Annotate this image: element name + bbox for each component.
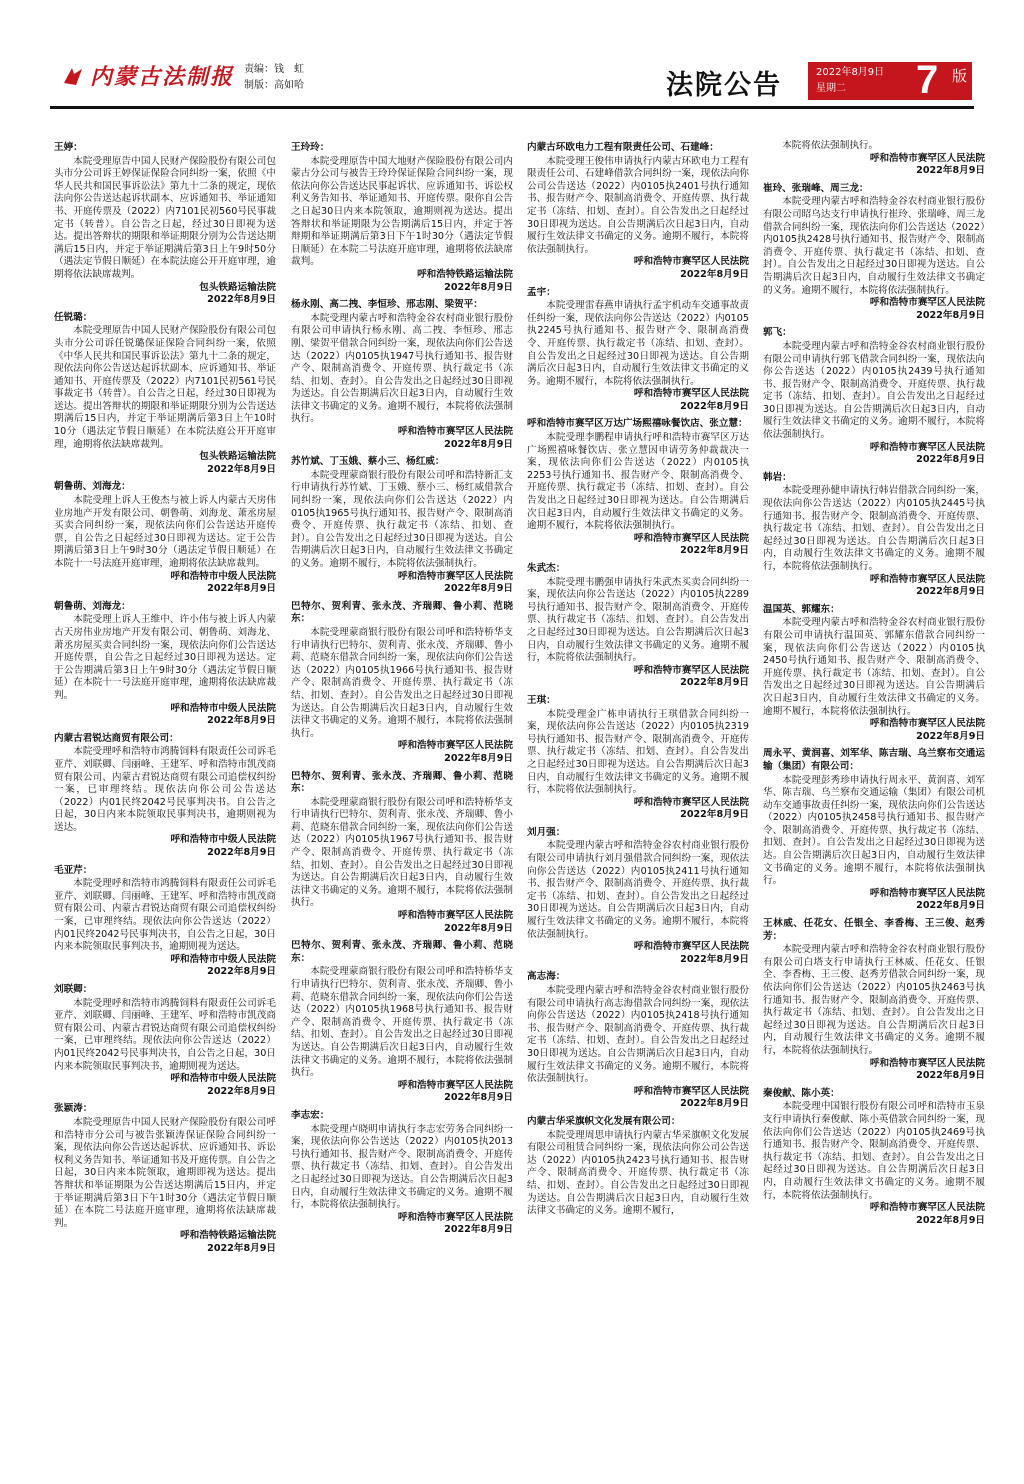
notice-date: 2022年8月9日 [207, 847, 276, 859]
notice-body: 本院受理李鹏程申请执行呼和浩特市赛罕区万达广场熙禧咏餐饮店、张立慧因申请劳务仲裁裁决一案，现依法向你们公告送达（2022）内0105执2253号执行通知书、报告财产令、限制高消费令、开庭传票、执行裁定书（冻结、扣划、查封）。自公告发出之日起经过30日即视为送达。自公告期满后次日起3日内，自动履行生效法律文书确定的义务。逾期不履行，本院将依法强制执行。 [527, 432, 749, 532]
notice-body: 本院受理原告中国人民财产保险股份有限公司包头市分公司诉任锐璐保证保险合同纠纷一案，依照《中华人民共和国民事诉讼法》第九十二条的规定，现依法向你公告送达起诉状副本、应诉通知书、举证通知书、开庭传票及（2022）内7101民初561号民事裁定书（转普）。自公告之日起，经过30日即视为送达。提出答辩状的期限和举证期限分别为公告送达期满后15日内，并定于举证期满后第3日上午10时10分（遇法定节假日顺延）在本院法庭公开开庭审理，逾期将依法缺席裁判。 [54, 325, 276, 450]
notice-addressee: 朝鲁萌、刘海龙： [54, 600, 131, 612]
notice-addressee: 王玲玲： [291, 142, 330, 153]
notice-addressee: 杨永刚、高二拽、李恒珍、邢志刚、梁贺平： [291, 299, 483, 311]
notice-body: 本院受理蒙商银行股份有限公司呼和浩特新汇支行申请执行苏竹斌、丁玉娥、蔡小三、杨红威借款合同纠纷一案，现依法向你们公告送达（2022）内0105执1965号执行通知书、报告财产令、限制高消费令、开庭传票、执行裁定书（冻结、扣划、查封）。自公告发出之日起经过30日即视为送达。自公告期满后次日起3日内，自动履行生效法律文书确定的义务。逾期不履行，本院将依法强制执行。 [291, 469, 513, 569]
notice-date: 2022年8月9日 [444, 1092, 513, 1104]
notice-court: 呼和浩特市赛罕区人民法院 [869, 887, 985, 899]
court-notice [291, 299, 513, 451]
court-notice [291, 456, 513, 596]
notice-addressee: 刘联卿： [54, 984, 93, 995]
court-notice [527, 563, 749, 690]
notice-addressee: 内蒙古君锐达商贸有限公司： [54, 732, 179, 744]
notice-date: 2022年8月9日 [916, 900, 985, 912]
notice-column-4 [763, 140, 985, 1474]
notice-date: 2022年8月9日 [444, 1224, 513, 1236]
court-notice [763, 748, 985, 913]
notice-date: 2022年8月9日 [444, 438, 513, 450]
notice-court: 包头铁路运输法院 [199, 451, 276, 463]
notice-date: 2022年8月9日 [207, 294, 276, 306]
notice-date: 2022年8月9日 [207, 1242, 276, 1254]
notice-body: 本院受理呼和浩特市鸿腾饲料有限责任公司诉毛亚芹、刘联卿、闫丽峰、王建军、呼和浩特市凯茂商贸有限公司、内蒙古君锐达商贸有限公司追偿权纠纷一案，已审理终结。现依法向你公告送达（2022）内01民终2042号民事判决书，自公告之日起，30日内来本院领取民事判决书，逾期则视为送达。 [54, 878, 276, 953]
court-notice [54, 312, 276, 477]
notice-court: 呼和浩特铁路运输法院 [180, 1230, 276, 1242]
notice-addressee: 刘月强： [527, 826, 566, 838]
notice-date: 2022年8月9日 [916, 454, 985, 466]
notice-court: 呼和浩特市中级人民法院 [170, 570, 276, 582]
notice-date: 2022年8月9日 [207, 966, 276, 978]
court-notice [54, 1103, 276, 1255]
issue-date: 2022年8月9日 [816, 67, 885, 78]
notice-addressee: 秦俊献、陈小英： [763, 1087, 840, 1099]
notice-date: 2022年8月9日 [916, 730, 985, 742]
notice-addressee: 孟宇： [527, 286, 556, 298]
court-notice [291, 771, 513, 936]
notice-body: 本院受理原告中国人民财产保险股份有限公司呼和浩特市分公司与被告张颖涛保证保险合同纠纷一案，现依法向你公告送达起诉状、应诉通知书、诉讼权利义务告知书、举证通知书及开庭传票。自公告之日起，30日内来本院领取，逾期即视为送达。提出答辩状和举证期限为公告送达期满后15日内，并定于举证期满后第3日下午1时30分（遇法定节假日顺延）在本院二号法庭开庭审理，逾期将依法缺席裁判。 [54, 1116, 276, 1229]
notice-addressee: 任锐璐： [54, 311, 93, 323]
notice-date: 2022年8月9日 [207, 463, 276, 475]
notice-addressee: 内蒙古环欧电力工程有限责任公司、石建峰： [527, 142, 719, 153]
issue-weekday: 星期二 [816, 83, 846, 94]
notice-body: 本院受理王俊伟申请执行内蒙古环欧电力工程有限责任公司、石建峰借款合同纠纷一案，现依法向你公司公告送达（2022）内0105执2401号执行通知书、报告财产令、限制高消费令、开庭传票、执行裁定书（冻结、扣划、查封）。自公告发出之日起经过30日即视为送达。自公告期满后次日起3日内，自动履行生效法律文书确定的义务。逾期不履行，本院将依法强制执行。 [527, 155, 749, 255]
newspaper-logo [62, 60, 235, 92]
notice-body: 本院将依法强制执行。 [782, 140, 879, 151]
notice-body: 本院受理蒙商银行股份有限公司呼和浩特桥华支行申请执行巴特尔、贺利青、张永茂、齐瑞卿、鲁小莉、范晓东借款合同纠纷一案，现依法向你们公告送达（2022）内0105执1967号执行通知书、报告财产令、限制高消费令、开庭传票、执行裁定书（冻结、扣划、查封）。自公告发出之日起经过30日即视为送达。自公告期满后次日起3日内，自动履行生效法律文书确定的义务。逾期不履行，本院将依法强制执行。 [291, 796, 513, 909]
notice-date: 2022年8月9日 [444, 752, 513, 764]
court-notice [763, 918, 985, 1083]
court-notice [763, 327, 985, 467]
notice-body: 本院受理内蒙古呼和浩特金谷农村商业银行股份有限公司白塔支行申请执行王林威、任花女、任银全、李香梅、王三俊、赵秀芳借款合同纠纷一案，现依法向你们公告送达（2022）内0105执2463号执行通知书、报告财产令、限制高消费令、开庭传票、执行裁定书（冻结、扣划、查封）。自公告发出之日起经过30日即视为送达。自公告期满后次日起3日内，自动履行生效法律文书确定的义务。逾期不履行，本院将依法强制执行。 [763, 944, 985, 1056]
header-rule [50, 106, 974, 109]
notice-body: 本院受理内蒙古呼和浩特金谷农村商业银行股份有限公司申请执行杨永刚、高二拽、李恒珍、邢志刚、梁贺平借款合同纠纷一案，现依法向你们公告送达（2022）内0105执1947号执行通知书、报告财产令、限制高消费令、开庭传票、执行裁定书（冻结、扣划、查封）。自公告发出之日起经过30日即视为送达。自公告期满后次日起3日内，自动履行生效法律文书确定的义务。逾期不履行，本院将依法强制执行。 [291, 312, 513, 425]
court-notice [54, 733, 276, 860]
court-notice [291, 1110, 513, 1237]
editor-line: 责编：钱 虹 [244, 64, 304, 75]
notice-court: 呼和浩特市赛罕区人民法院 [397, 910, 513, 922]
notice-addressee: 苏竹斌、丁玉娥、蔡小三、杨红威： [291, 456, 445, 468]
notice-court: 呼和浩特市赛罕区人民法院 [633, 532, 749, 544]
notice-addressee: 郭飞： [763, 327, 792, 339]
notice-court: 呼和浩特市赛罕区人民法院 [397, 1211, 513, 1223]
notice-date: 2022年8月9日 [916, 586, 985, 598]
court-notice [527, 827, 749, 967]
notice-body: 本院受理卢晓明申请执行李志宏劳务合同纠纷一案，现依法向你公告送达（2022）内0105执2013号执行通知书、报告财产令、限制高消费令、开庭传票、执行裁定书（冻结、扣划、查封）。自公告发出之日起经过30日即视为送达。自公告期满后次日起3日内，自动履行生效法律文书确定的义务。逾期不履行，本院将依法强制执行。 [291, 1123, 513, 1211]
page-unit: 版 [952, 67, 968, 85]
court-notice [527, 142, 749, 282]
notice-addressee: 高志海： [527, 971, 566, 983]
court-notice [54, 481, 276, 595]
notice-addressee: 周永平、黄润喜、刘军华、陈吉瑞、乌兰察布交通运输（集团）有限公司： [763, 748, 985, 772]
notice-addressee: 王琪： [527, 694, 556, 706]
notice-addressee: 李志宏： [291, 1109, 330, 1121]
notice-court: 呼和浩特市赛罕区人民法院 [633, 796, 749, 808]
logo-mark-icon [62, 65, 84, 87]
notice-addressee: 朱武杰： [527, 563, 566, 574]
notice-date: 2022年8月9日 [207, 583, 276, 595]
notice-body: 本院受理内蒙古呼和浩特金谷农村商业银行股份有限公司申请执行刘月强借款合同纠纷一案，现依法向你公告送达（2022）内0105执2411号执行通知书、报告财产令、限制高消费令、开庭传票、执行裁定书（冻结、扣划、查封）。自公告发出之日起经过30日即视为送达。自公告期满后次日起3日内，自动履行生效法律文书确定的义务。逾期不履行，本院将依法强制执行。 [527, 840, 749, 940]
notice-court: 呼和浩特市赛罕区人民法院 [397, 570, 513, 582]
notice-body: 本院受理雷春燕申请执行孟宇机动车交通事故责任纠纷一案，现依法向你公告送达（2022）内0105执2245号执行通知书、报告财产令、限制高消费令、开庭传票、执行裁定书（冻结、扣划、查封）。自公告发出之日起经过30日即视为送达。自公告期满后次日起3日内，自动履行生效法律文书确定的义务。逾期不履行，本院将依法强制执行。 [527, 300, 749, 387]
notice-court: 呼和浩特市赛罕区人民法院 [633, 388, 749, 400]
court-notice [291, 601, 513, 766]
notice-addressee: 朝鲁萌、刘海龙： [54, 481, 131, 493]
notice-addressee: 巴特尔、贺利青、张永茂、齐瑞卿、鲁小莉、范晓东： [291, 770, 513, 795]
court-notice [763, 472, 985, 599]
section-title: 法院公告 [666, 70, 782, 101]
notice-court: 呼和浩特市赛罕区人民法院 [869, 718, 985, 730]
court-notice [54, 865, 276, 979]
notice-court: 呼和浩特市赛罕区人民法院 [397, 426, 513, 438]
logo-text: 内蒙古法制报 [90, 64, 235, 90]
notice-court: 呼和浩特市中级人民法院 [170, 702, 276, 714]
notice-court: 呼和浩特市赛罕区人民法院 [869, 1057, 985, 1069]
notice-court: 呼和浩特市赛罕区人民法院 [633, 1085, 749, 1097]
notice-addressee: 温国英、郭耀东： [763, 603, 840, 615]
notice-court: 呼和浩特市赛罕区人民法院 [397, 740, 513, 752]
court-notice [54, 142, 276, 307]
notice-body: 本院受理孙健申请执行韩岩借款合同纠纷一案，现依法向你公告送达（2022）内0105执2445号执行通知书、报告财产令、限制高消费令、开庭传票、执行裁定书（冻结、扣划、查封）。自公告发出之日起经过30日即视为送达。自公告期满后次日起3日内，自动履行生效法律文书确定的义务。逾期不履行，本院将依法强制执行。 [763, 485, 985, 572]
notice-date: 2022年8月9日 [916, 1070, 985, 1082]
page-number-box [908, 58, 972, 102]
notice-date: 2022年8月9日 [444, 281, 513, 293]
notice-column-2 [291, 140, 513, 1474]
notice-body: 本院受理内蒙古呼和浩特金谷农村商业银行股份有限公司申请执行温国英、郭耀东借款合同纠纷一案，现依法向你们公告送达（2022）内0105执2450号执行通知书、报告财产令、限制高消费令、开庭传票、执行裁定书（冻结、扣划、查封）。自公告发出之日起经过30日即视为送达。自公告期满后次日起3日内，自动履行生效法律文书确定的义务。逾期不履行，本院将依法强制执行。 [763, 617, 985, 717]
notice-court: 呼和浩特市中级人民法院 [170, 953, 276, 965]
notice-body: 本院受理蒙商银行股份有限公司呼和浩特桥华支行申请执行巴特尔、贺利青、张永茂、齐瑞卿、鲁小莉、范晓东借款合同纠纷一案，现依法向你们公告送达（2022）内0105执1966号执行通知书、报告财产令、限制高消费令、开庭传票、执行裁定书（冻结、扣划、查封）。自公告发出之日起经过30日即视为送达。自公告期满后次日起3日内，自动履行生效法律文书确定的义务。逾期不履行，本院将依法强制执行。 [291, 626, 513, 739]
court-notice [291, 940, 513, 1105]
notice-court: 呼和浩特市赛罕区人民法院 [869, 573, 985, 585]
court-notice [763, 183, 985, 323]
notice-court: 呼和浩特市赛罕区人民法院 [633, 664, 749, 676]
notice-body: 本院受理韦鹏强申请执行朱武杰买卖合同纠纷一案，现依法向你公告送达（2022）内0105执2289号执行通知书、报告财产令、限制高消费令、开庭传票、执行裁定书（冻结、扣划、查封）。自公告发出之日起经过30日即视为送达。自公告期满后次日起3日内，自动履行生效法律文书确定的义务。逾期不履行，本院将依法强制执行。 [527, 576, 749, 664]
notice-date: 2022年8月9日 [680, 545, 749, 557]
notice-court: 呼和浩特市中级人民法院 [170, 834, 276, 846]
notice-addressee: 张颖涛： [54, 1103, 93, 1115]
notice-court: 呼和浩特市赛罕区人民法院 [869, 152, 985, 164]
notice-date: 2022年8月9日 [680, 809, 749, 821]
notice-date: 2022年8月9日 [207, 715, 276, 727]
court-notice [527, 971, 749, 1111]
court-notice [763, 604, 985, 744]
notice-date: 2022年8月9日 [444, 583, 513, 595]
notice-court: 呼和浩特市赛罕区人民法院 [633, 941, 749, 953]
notice-body: 本院受理内蒙古呼和浩特金谷农村商业银行股份有限公司申请执行郭飞借款合同纠纷一案，现依法向你公告送达（2022）内0105执2439号执行通知书、报告财产令、限制高消费令、开庭传票、执行裁定书（冻结、扣划、查封）。自公告发出之日起经过30日即视为送达。自公告期满后次日起3日内，自动履行生效法律文书确定的义务。逾期不履行，本院将依法强制执行。 [763, 340, 985, 441]
court-notice [54, 984, 276, 1098]
notice-addressee: 王林威、任花女、任银全、李香梅、王三俊、赵秀芳： [763, 918, 985, 942]
notice-addressee: 韩岩： [763, 471, 792, 483]
notice-court: 呼和浩特市赛罕区人民法院 [397, 1079, 513, 1091]
court-notice [527, 1116, 749, 1218]
notice-date: 2022年8月9日 [680, 1098, 749, 1110]
notice-court: 呼和浩特市赛罕区人民法院 [869, 1202, 985, 1214]
court-notice [763, 1088, 985, 1228]
notice-body: 本院受理上诉人王俊杰与被上诉人内蒙古天房伟业房地产开发有限公司、朝鲁萌、刘海龙、萧丞房屋买卖合同纠纷一案，现依法向你们公告送达开庭传票，自公告之日起经过30日即视为送达。定于公告期满后第3日上午9时30分（遇法定节假日顺延）在本院十一号法庭开庭审理，逾期将依法缺席裁判。 [54, 495, 276, 569]
notice-date: 2022年8月9日 [916, 165, 985, 177]
notice-court: 呼和浩特市赛罕区人民法院 [869, 297, 985, 309]
notice-body: 本院受理内蒙古呼和浩特金谷农村商业银行股份有限公司昭乌达支行申请执行崔玲、张瑞峰、周三龙借款合同纠纷一案，现依法向你们公告送达（2022）内0105执2428号执行通知书、报告财产令、限制高消费令、开庭传票、执行裁定书（冻结、扣划、查封）。自公告发出之日起经过30日即视为送达。自公告期满后次日起3日内，自动履行生效法律文书确定的义务。逾期不履行，本院将依法强制执行。 [763, 196, 985, 296]
notice-addressee: 毛亚芹： [54, 864, 93, 876]
notice-court: 呼和浩特铁路运输法院 [417, 268, 513, 280]
notice-date: 2022年8月9日 [680, 677, 749, 689]
notice-addressee: 呼和浩特市赛罕区万达广场熙禧咏餐饮店、张立慧： [527, 418, 748, 430]
notice-body: 本院受理呼和浩特市鸿腾饲料有限责任公司诉毛亚芹、刘联卿、闫丽峰、王建军、呼和浩特市凯茂商贸有限公司、内蒙古君锐达商贸有限公司追偿权纠纷一案，已审理终结。现依法向你公告送达（2022）内01民终2042号民事判决书，自公告之日起，30日内来本院领取民事判决书，逾期则视为送达。 [54, 997, 276, 1072]
notice-court: 呼和浩特市赛罕区人民法院 [869, 441, 985, 453]
notice-date: 2022年8月9日 [916, 1214, 985, 1226]
notice-body: 本院受理彭秀珍申请执行周永平、黄润喜、刘军华、陈吉瑞、乌兰察布交通运输（集团）有限公司机动车交通事故责任纠纷一案，现依法向你们公告送达（2022）内0105执2458号执行通知书、报告财产令、限制高消费令、开庭传票、执行裁定书（冻结、扣划、查封）。自公告发出之日起经过30日即视为送达。自公告期满后次日起3日内，自动履行生效法律文书确定的义务。逾期不履行，本院将依法强制执行。 [763, 774, 985, 887]
notice-column-3 [527, 140, 749, 1474]
notice-addressee: 崔玲、张瑞峰、周三龙： [763, 182, 869, 194]
notice-court: 呼和浩特市中级人民法院 [170, 1073, 276, 1085]
notice-body: 本院受理周思申请执行内蒙古华采旗帜文化发展有限公司租赁合同纠纷一案，现依法向你公司公告送达（2022）内0105执2423号执行通知书、报告财产令、限制高消费令、开庭传票、执行裁定书（冻结、扣划、查封）。自公告发出之日起经过30日即视为送达。自公告期满后次日起3日内，自动履行生效法律文书确定的义务。逾期不履行， [527, 1129, 749, 1217]
notice-date: 2022年8月9日 [680, 268, 749, 280]
notice-body: 本院受理中国银行股份有限公司呼和浩特市玉泉支行申请执行秦俊献、陈小英借款合同纠纷一案，现依法向你们公告送达（2022）内0105执2469号执行通知书、报告财产令、限制高消费令、开庭传票、执行裁定书（冻结、扣划、查封）。自公告发出之日起经过30日即视为送达。自公告期满后次日起3日内，自动履行生效法律文书确定的义务。逾期不履行，本院将依法强制执行。 [763, 1101, 985, 1201]
notice-date: 2022年8月9日 [680, 400, 749, 412]
notice-body: 本院受理蒙商银行股份有限公司呼和浩特桥华支行申请执行巴特尔、贺利青、张永茂、齐瑞卿、鲁小莉、范晓东借款合同纠纷一案，现依法向你们公告送达（2022）内0105执1968号执行通知书、报告财产令、限制高消费令、开庭传票、执行裁定书（冻结、扣划、查封）。自公告发出之日起经过30日即视为送达。自公告期满后次日起3日内，自动履行生效法律文书确定的义务。逾期不履行，本院将依法强制执行。 [291, 966, 513, 1079]
court-notice [527, 418, 749, 558]
editor-credits [244, 62, 304, 94]
notice-addressee: 王婷： [54, 142, 83, 153]
notice-date: 2022年8月9日 [916, 309, 985, 321]
notice-body: 本院受理金广栋申请执行王琪借款合同纠纷一案，现依法向你公告送达（2022）内0105执2319号执行通知书、报告财产令、限制高消费令、开庭传票、执行裁定书（冻结、扣划、查封）。自公告发出之日起经过30日即视为送达。自公告期满后次日起3日内，自动履行生效法律文书确定的义务。逾期不履行，本院将依法强制执行。 [527, 708, 749, 796]
notice-addressee: 巴特尔、贺利青、张永茂、齐瑞卿、鲁小莉、范晓东： [291, 600, 513, 625]
court-notice [763, 140, 985, 178]
page-number: 7 [916, 58, 939, 102]
notice-date: 2022年8月9日 [444, 922, 513, 934]
producer-line: 制版：高如哈 [244, 80, 304, 91]
notice-column-1 [54, 140, 276, 1474]
notice-date: 2022年8月9日 [207, 1085, 276, 1097]
notice-court: 包头铁路运输法院 [199, 281, 276, 293]
notice-date: 2022年8月9日 [680, 953, 749, 965]
court-notice [527, 695, 749, 822]
court-notice [291, 142, 513, 294]
notice-body: 本院受理呼和浩特市鸿腾饲料有限责任公司诉毛亚芹、刘联卿、闫丽峰、王建军、呼和浩特市凯茂商贸有限公司、内蒙古君锐达商贸有限公司追偿权纠纷一案，已审理终结。现依法向你公司公告送达（2022）内01民终2042号民事判决书。自公告之日起，30日内来本院领取民事判决书，逾期则视为送达。 [54, 746, 276, 833]
notice-addressee: 内蒙古华采旗帜文化发展有限公司： [527, 1115, 681, 1127]
notice-body: 本院受理原告中国人民财产保险股份有限公司包头市分公司诉王婷保证保险合同纠纷一案，依照《中华人民共和国民事诉讼法》第九十二条的规定，现依法向你公告送达起诉状副本、应诉通知书、举证通知书、开庭传票及（2022）内7101民初560号民事裁定书（转普）。自公告之日起，经过30日即视为送达。提出答辩状的期限和举证期限分别为公告送达期满后15日内，并定于举证期满后第3日上午9时50分（遇法定节假日顺延）在本院法庭公开开庭审理，逾期将依法缺席裁判。 [54, 155, 276, 280]
issue-date-box [808, 62, 908, 100]
notice-body: 本院受理内蒙古呼和浩特金谷农村商业银行股份有限公司申请执行高志海借款合同纠纷一案，现依法向你公告送达（2022）内0105执2418号执行通知书、报告财产令、限制高消费令、开庭传票、执行裁定书（冻结、扣划、查封）。自公告发出之日起经过30日即视为送达。自公告期满后次日起3日内，自动履行生效法律文书确定的义务。逾期不履行，本院将依法强制执行。 [527, 985, 749, 1085]
notice-body: 本院受理原告中国大地财产保险股份有限公司内蒙古分公司与被告王玲玲保证保险合同纠纷一案，现依法向你公告送达民事起诉状、应诉通知书、诉讼权利义务告知书、举证通知书、开庭传票。限你自公告之日起30日内来本院领取，逾期则视为送达。提出答辩状和举证期限为公告期满后15日内，并定于答辩期和举证期满后第3日下午1时30分（遇法定节假日顺延）在本院二号法庭开庭审理，逾期将依法缺席裁判。 [291, 155, 513, 268]
page-header [0, 0, 1024, 140]
notice-body: 本院受理上诉人王维中、许小伟与被上诉人内蒙古天房伟业房地产开发有限公司、朝鲁萌、刘海龙、萧丞房屋买卖合同纠纷一案，现依法向你们公告送达开庭传票，自公告之日起经过30日即视为送达。定于公告期满后第3日上午9时30分（遇法定节假日顺延）在本院十一号法庭开庭审理，逾期将依法缺席裁判。 [54, 614, 276, 701]
court-notice [54, 601, 276, 728]
court-notice [527, 287, 749, 414]
notice-court: 呼和浩特市赛罕区人民法院 [633, 256, 749, 268]
notice-addressee: 巴特尔、贺利青、张永茂、齐瑞卿、鲁小莉、范晓东： [291, 940, 513, 964]
